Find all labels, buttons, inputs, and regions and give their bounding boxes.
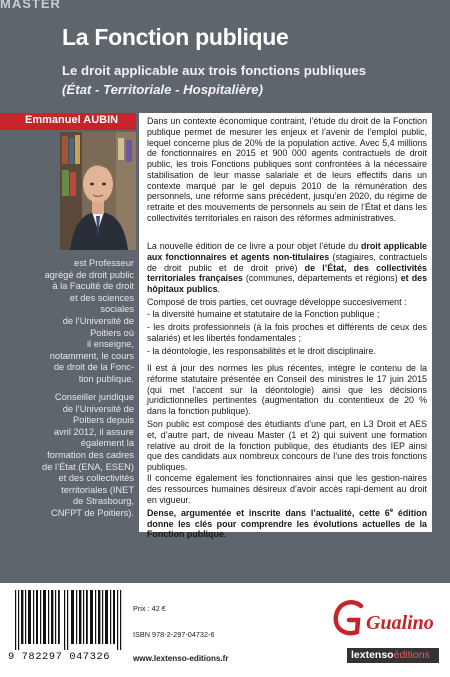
isbn-barcode-image [11,590,125,650]
purpose-text: (stagiaires, contractuels de droit public et de droit privé) [147,251,428,273]
description-paragraph-context: Dans un contexte économique contraint, l’étude du droit de la Fonction publique permet de mesurer les enjeux et l’avenir de l’emploi public, lequel concerne plus de 20% de la population active. Avec 5,4 millions de fonctionnaires en 2015 et 900 000 agents contractuels de droit public, les trois Fonctions publiques sont confrontées à la nécessaire stabilisation de leur masse salariale et de leurs effectifs dans un contexte marqué par le gel depuis 2010 de la rémunération des personnels, une réforme sans précédent, jusqu’en 2020, du régime de retraite et des mouvements de personnels au sein de l’État et dans les collectivités territoriales en raison des réformes administratives. [147,116,427,223]
isbn-label: ISBN 978-2-297-04732-6 [133,630,215,639]
bio-line: formation des cadres [47,449,134,460]
author-bio-secondary [20,392,134,520]
structure-item-diversity: - la diversité humaine et statutaire de la Fonction publique ; [147,309,380,319]
bio-line: avril 2012, il assure [53,426,134,437]
bio-line: tion publique. [78,373,134,384]
bio-line: et des sciences [69,292,134,303]
bio-line: Poitiers depuis [73,415,134,426]
publisher-logo: Gualino [366,612,434,634]
conclusion-text: Dense, argumentée et inscrite dans l’actualité, cette 6 [147,507,390,518]
gualino-logo-icon [331,598,367,638]
author-portrait-image [60,132,136,250]
bio-line: sociales [100,304,134,315]
purpose-text: (communes, départements et régions) [242,273,401,284]
description-paragraph-updates: Il est à jour des normes les plus récentes, intègre le contenu de la réforme statutaire présentée en Conseil des ministres le 17 juin 2015 (qui met l’accent sur la déontologie) ainsi que les décisions juridictionnelles pertinentes (augmentation du contentieux de 20 % dans la fonction publique). [147,363,427,416]
description-paragraph-conclusion [147,506,427,540]
bio-line: de l’Université de [62,315,134,326]
purpose-text: . [217,284,220,294]
description-paragraph-purpose [147,241,427,295]
price-label: Prix : 42 € [133,604,166,613]
purpose-emphasis-state: de l’État, des collectivités territoriales françaises [147,262,427,284]
description-panel [139,113,432,540]
bio-line: notamment, le cours [49,350,134,361]
bio-line: de l’Université de [62,403,134,414]
bio-line: est Professeur [74,258,134,268]
author-name: Emmanuel AUBIN [25,114,119,126]
purpose-emphasis-hospitals: et des hôpitaux publics [147,273,428,294]
description-paragraph-audience: Son public est composé des étudiants d’une part, en L3 Droit et AES et, d’autre part, de niveau Master (1 et 2) qui suivent une formation relative au droit de la fonction publique, des étudiants des IEP ainsi que des candidats aux nombreux concours de l’une des trois fonctions publiques. [147,419,427,472]
bio-line: territoriales (INET [61,484,134,495]
bio-line: agrégé de droit public [44,269,134,280]
series-tag: MASTER [0,0,61,11]
author-bio-primary [20,258,134,386]
bio-line: et des collectivités [58,473,134,484]
book-subtitle-scope: (État - Territoriale - Hospitalière) [62,82,264,97]
conclusion-text: édition donne les clés pour comprendre les évolutions actuelles de la Fonction publique. [147,507,427,540]
bio-line: de droit de la Fonc- [53,362,134,373]
imprint-name: lextenso [351,649,394,661]
barcode-number: 9 782297 047326 [8,651,111,663]
author-photo [60,132,136,250]
imprint-logo [351,649,430,661]
purpose-text: La nouvelle édition de ce livre a pour objet l’étude du [147,241,362,251]
edition-superscript: e [389,508,394,514]
book-subtitle: Le droit applicable aux trois fonctions publiques [62,63,367,78]
purpose-emphasis-agents: droit applicable aux fonctionnaires et agents non-titulaires [147,241,427,262]
bio-line: Poitiers où [90,327,134,338]
bio-line: CNFPT de Poitiers). [50,507,134,518]
bio-line: de l’État (ENA, ESEN) [42,461,134,472]
bio-line: également la [80,438,134,449]
description-paragraph-structure: Composé de trois parties, cet ouvrage développe succesivement : [147,297,407,307]
imprint-suffix: éditions [393,649,430,661]
bio-line: de Strasbourg, [73,496,134,507]
book-title: La Fonction publique [62,24,289,50]
bio-line: Conseiller juridique [54,392,134,402]
bio-line: il enseigne, [86,339,134,350]
structure-item-ethics: - la déontologie, les responsabilités et le droit disciplinaire. [147,346,376,356]
bio-line: à la Faculté de droit [52,281,134,292]
publisher-website-link[interactable]: www.lextenso-editions.fr [133,654,229,663]
description-paragraph-professionals: Il concerne également les fonctionnaires ainsi que les gestion-naires des ressources humaines désireux d’avoir accès rapi-dement au droit en vigueur. [147,473,427,505]
structure-item-rights: - les droits professionnels (à la fois proches et différents de ceux des salariés) et les libertés fondamentales ; [147,322,427,343]
